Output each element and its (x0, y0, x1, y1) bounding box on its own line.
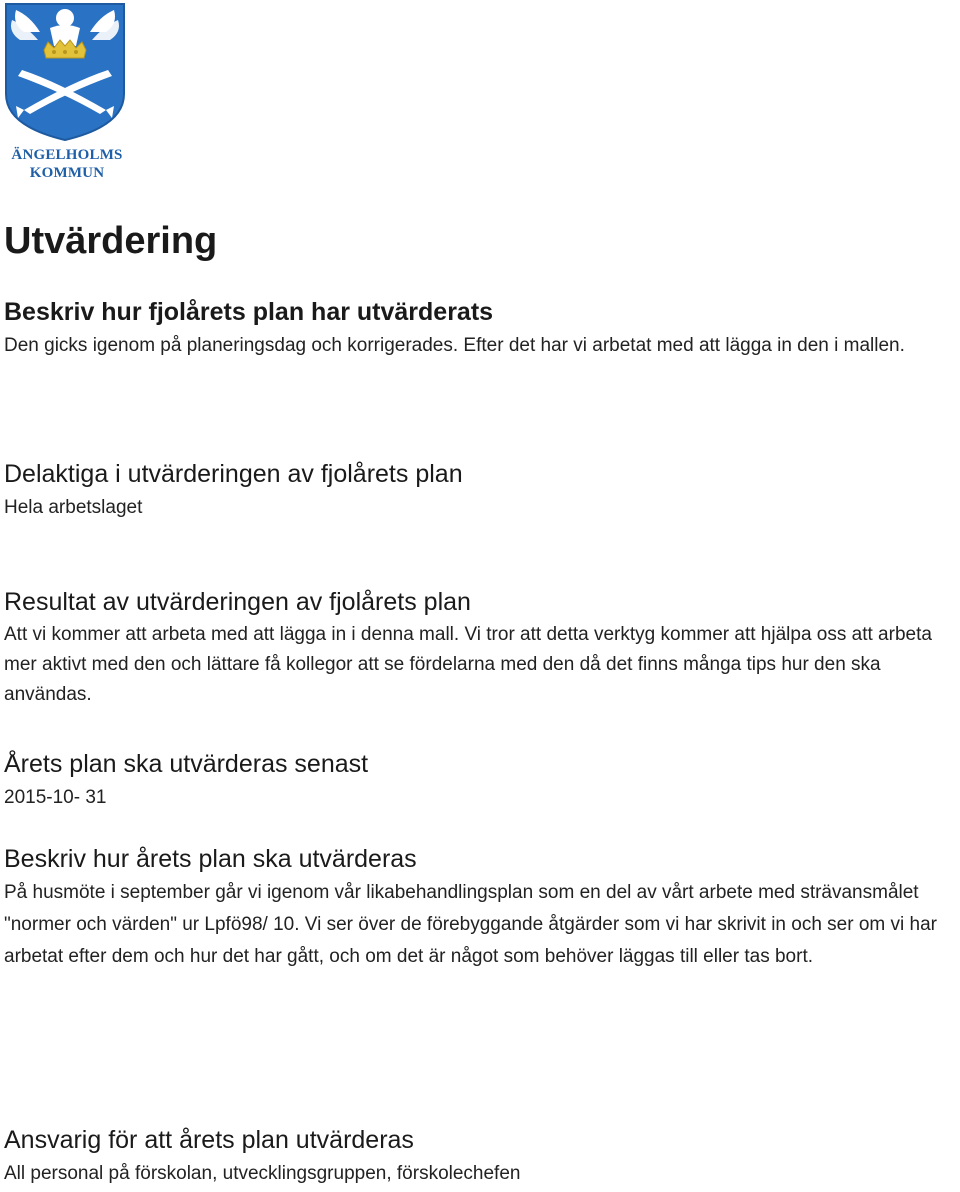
section-result (4, 586, 954, 710)
section-heading: Beskriv hur fjolårets plan har utvärderats (4, 298, 494, 326)
section-heading: Resultat av utvärderingen av fjolårets plan (4, 588, 471, 616)
section-body: På husmöte i september går vi igenom vår likabehandlingsplan som en del av vårt arbete med strävansmålet "normer och värden" ur Lpfö98/ 10. Vi ser över de förebyggande åtgärder som vi har skrivit in och ser om vi har arbetat efter dem och hur det har gått, och om det är något som behöver läggas till eller tas bort. (4, 882, 937, 967)
section-this-year-method (4, 843, 954, 973)
section-body: Den gicks igenom på planeringsdag och korrigerades. Efter det har vi arbetat med att lägga in den i mallen. (4, 335, 905, 356)
logo-text-line1: ÄNGELHOLMS (11, 147, 123, 163)
section-participants (4, 458, 954, 524)
logo-text-line2: KOMMUN (29, 165, 105, 181)
section-heading: Beskriv hur årets plan ska utvärderas (4, 845, 417, 873)
section-body: 2015-10- 31 (4, 787, 107, 808)
section-evaluation-method (4, 296, 954, 362)
page-title: Utvärdering (4, 220, 218, 262)
section-heading: Delaktiga i utvärderingen av fjolårets plan (4, 460, 463, 488)
coat-of-arms-icon (4, 2, 126, 142)
section-heading: Ansvarig för att årets plan utvärderas (4, 1126, 414, 1154)
municipality-logo (4, 2, 126, 182)
section-responsible (4, 1124, 954, 1190)
section-body: Att vi kommer att arbeta med att lägga in i denna mall. Vi tror att detta verktyg kommer att hjälpa oss att arbeta mer aktivt med den och lättare få kollegor att se fördelarna med den då det finns många tips hur den ska användas. (4, 624, 932, 705)
section-deadline (4, 748, 954, 814)
section-body: Hela arbetslaget (4, 497, 143, 518)
section-body: All personal på förskolan, utvecklingsgruppen, förskolechefen (4, 1163, 521, 1184)
section-heading: Årets plan ska utvärderas senast (4, 750, 369, 778)
